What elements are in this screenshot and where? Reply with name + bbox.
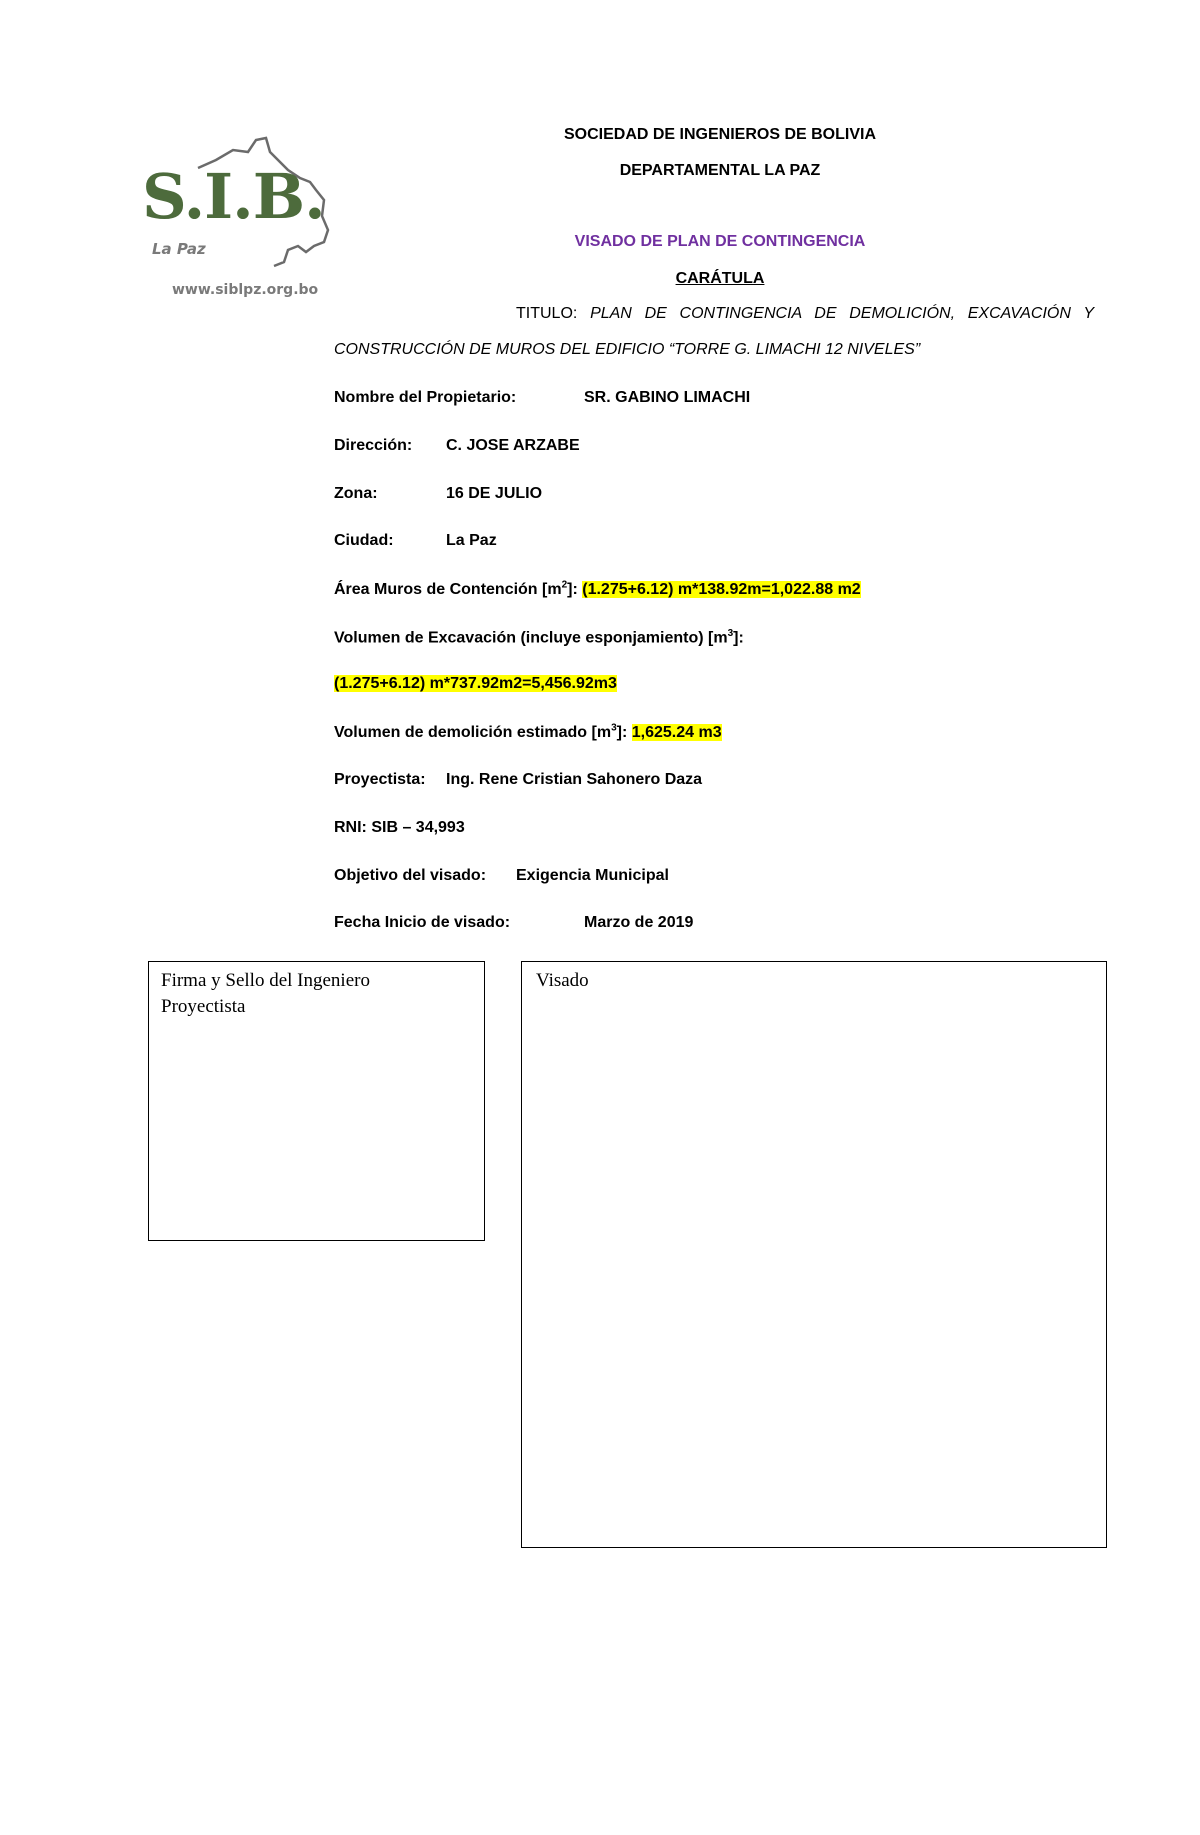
firma-box bbox=[148, 961, 485, 1241]
demol-value: 1,625.24 m3 bbox=[631, 724, 722, 742]
demol-row bbox=[334, 723, 722, 742]
propietario-label: Nombre del Propietario: bbox=[334, 389, 517, 406]
propietario-value: SR. GABINO LIMACHI bbox=[584, 389, 751, 406]
rni: RNI: SIB – 34,993 bbox=[334, 819, 465, 836]
firma-label-1: Firma y Sello del Ingeniero bbox=[161, 970, 370, 991]
fecha-value: Marzo de 2019 bbox=[584, 914, 694, 931]
titulo-line1 bbox=[516, 305, 1094, 323]
direccion-value: C. JOSE ARZABE bbox=[446, 437, 580, 454]
firma-label-2: Proyectista bbox=[161, 996, 246, 1017]
area-value: (1.275+6.12) m*138.92m=1,022.88 m2 bbox=[582, 581, 861, 599]
ciudad-label: Ciudad: bbox=[334, 532, 394, 549]
fecha-label: Fecha Inicio de visado: bbox=[334, 914, 511, 931]
ciudad-value: La Paz bbox=[446, 532, 497, 549]
logo-sub: La Paz bbox=[152, 240, 206, 258]
document-subject: VISADO DE PLAN DE CONTINGENCIA bbox=[574, 233, 866, 250]
visado-label: Visado bbox=[536, 970, 589, 991]
proyectista-value: Ing. Rene Cristian Sahonero Daza bbox=[446, 771, 703, 788]
sib-logo bbox=[138, 130, 338, 305]
area-row bbox=[334, 580, 861, 599]
proyectista-label: Proyectista: bbox=[334, 771, 426, 788]
titulo-label: TITULO: bbox=[516, 305, 578, 322]
excav-value-row bbox=[334, 675, 617, 693]
zona-label: Zona: bbox=[334, 485, 378, 502]
objetivo-label: Objetivo del visado: bbox=[334, 867, 487, 884]
excav-label: Volumen de Excavación (incluye esponjamiento) $[m^3]$: bbox=[334, 628, 744, 647]
demol-label: Volumen de demolición estimado $[m^3]$: bbox=[334, 723, 628, 742]
org-department: DEPARTAMENTAL LA PAZ bbox=[619, 162, 821, 179]
zona-value: 16 DE JULIO bbox=[446, 485, 543, 502]
document-heading: CARÁTULA bbox=[675, 270, 765, 287]
org-name: SOCIEDAD DE INGENIEROS DE BOLIVIA bbox=[563, 126, 877, 143]
excav-value: (1.275+6.12) m*737.92m2=5,456.92m3 bbox=[334, 675, 617, 692]
logo-letters: S.I.B. bbox=[142, 160, 325, 233]
direccion-label: Dirección: bbox=[334, 437, 413, 454]
visado-box bbox=[521, 961, 1107, 1548]
objetivo-value: Exigencia Municipal bbox=[516, 867, 669, 884]
header bbox=[520, 126, 920, 198]
area-label: Área Muros de Contención $[m^2]$: bbox=[334, 580, 578, 599]
titulo-text-1: PLAN DE CONTINGENCIA DE DEMOLICIÓN, EXCAVACIÓN Y bbox=[590, 305, 1094, 322]
logo-url: www.siblpz.org.bo bbox=[172, 282, 319, 298]
titulo-line2: CONSTRUCCIÓN DE MUROS DEL EDIFICIO “TORRE G. LIMACHI 12 NIVELES” bbox=[334, 341, 921, 358]
